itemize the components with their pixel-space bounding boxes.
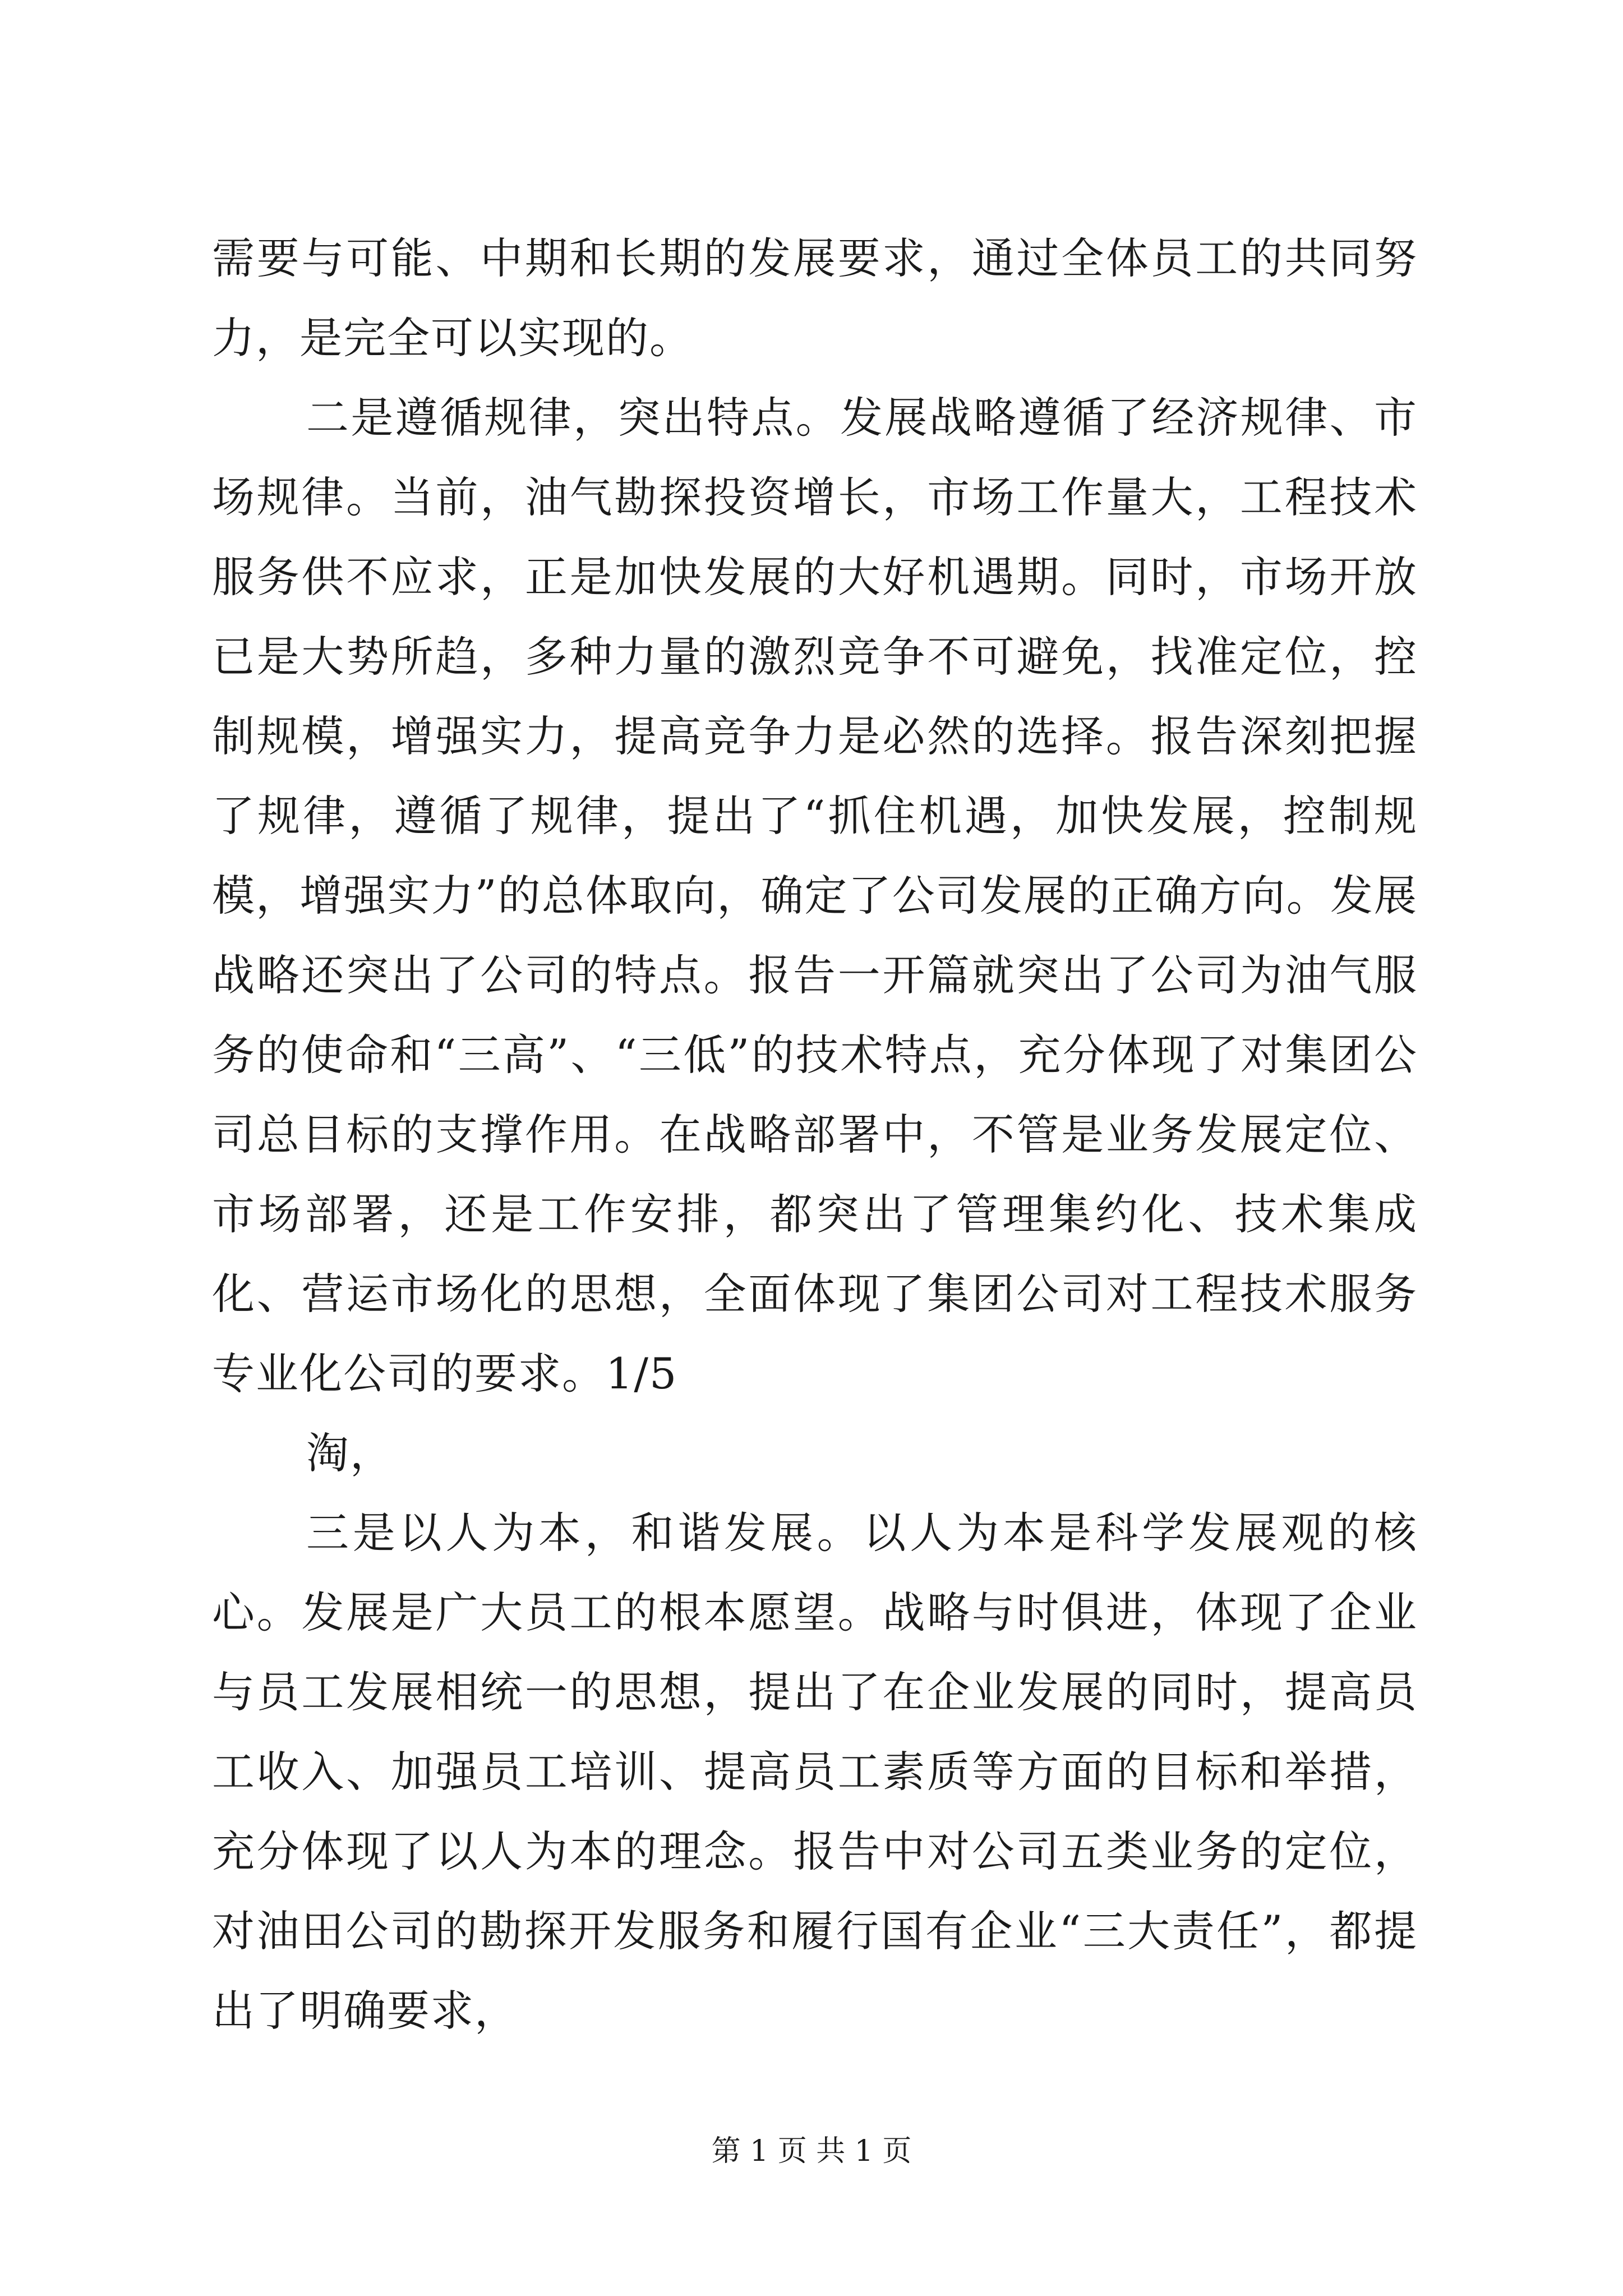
paragraph-people-oriented: 三是以人为本，和谐发展。以人为本是科学发展观的核心。发展是广大员工的根本愿望。战略与时俱进，体现了企业与员工发展相统一的思想，提出了在企业发展的同时，提高员工收入、加强员工培训、提高员工素质等方面的目标和举措，充分体现了以人为本的理念。报告中对公司五类业务的定位，对油田公司的勘探开发服务和履行国有企业“三大责任”，都提出了明确要求，: [212, 1508, 1418, 2036]
document-body: [212, 219, 1418, 2051]
paragraph-continuation: 需要与可能、中期和长期的发展要求，通过全体员工的共同努力，是完全可以实现的。: [212, 233, 1418, 363]
paragraph-fragment: 淘，: [306, 1428, 394, 1478]
page-footer: 第 1 页 共 1 页: [711, 2134, 912, 2168]
paragraph-follow-rules: 二是遵循规律，突出特点。发展战略遵循了经济规律、市场规律。当前，油气勘探投资增长，市场工作量大，工程技术服务供不应求，正是加快发展的大好机遇期。同时，市场开放已是大势所趋，多种力量的激烈竞争不可避免，找准定位，控制规模，增强实力，提高竞争力是必然的选择。报告深刻把握了规律，遵循了规律，提出了“抓住机遇，加快发展，控制规模，增强实力”的总体取向，确定了公司发展的正确方向。发展战略还突出了公司的特点。报告一开篇就突出了公司为油气服务的使命和“三高”、“三低”的技术特点，充分体现了对集团公司总目标的支撑作用。在战略部署中，不管是业务发展定位、市场部署，还是工作安排，都突出了管理集约化、技术集成化、营运市场化的思想，全面体现了集团公司对工程技术服务专业化公司的要求。1/5: [212, 393, 1418, 1398]
